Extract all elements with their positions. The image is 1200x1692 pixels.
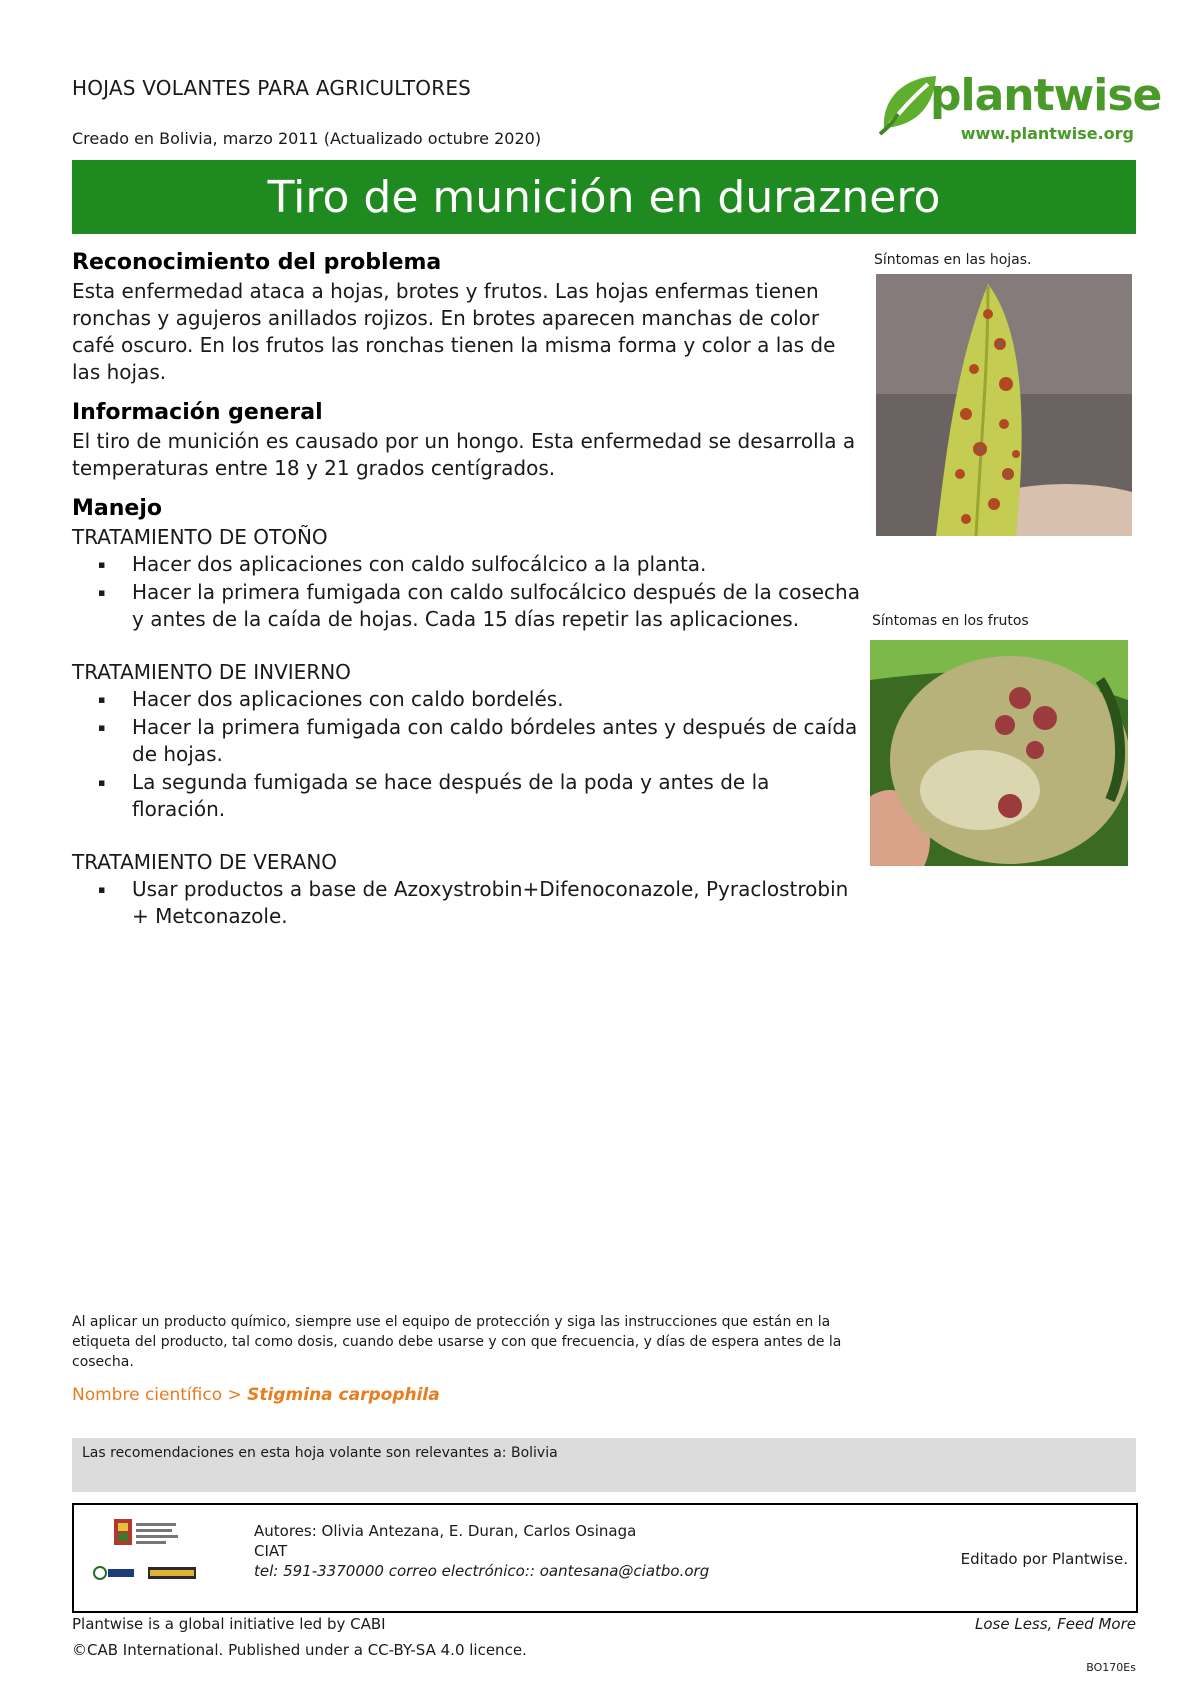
- general-heading: Información general: [72, 400, 323, 425]
- logo-url: www.plantwise.org: [960, 124, 1134, 143]
- initiative-text: Plantwise is a global initiative led by CABI: [72, 1615, 386, 1633]
- partner-logos-icon: [86, 1515, 216, 1595]
- list-item: ▪ Hacer dos aplicaciones con caldo sulfocálcico a la planta.: [132, 551, 862, 578]
- fruit-symptoms-image: [870, 640, 1128, 866]
- recognition-heading: Reconocimiento del problema: [72, 250, 442, 275]
- authors-names: Autores: Olivia Antezana, E. Duran, Carlos Osinaga: [254, 1522, 637, 1540]
- relevance-text: Las recomendaciones en esta hoja volante son relevantes a: Bolivia: [82, 1445, 558, 1461]
- list-item: ▪ Hacer dos aplicaciones con caldo bordelés.: [132, 686, 862, 713]
- slogan-text: Lose Less, Feed More: [975, 1615, 1136, 1633]
- recognition-body: Esta enfermedad ataca a hojas, brotes y frutos. Las hojas enfermas tienen ronchas y agujeros anillados rojizos. En brotes aparecen manchas de color café oscuro. En los frutos las ronchas tienen la misma forma y color a las de las hojas.: [72, 279, 836, 384]
- page-title: Tiro de munición en duraznero: [72, 160, 1136, 234]
- list-item: ▪ Hacer la primera fumigada con caldo bórdeles antes y después de caída de hojas.: [132, 714, 862, 768]
- winter-list: [72, 686, 862, 823]
- relevance-box: [72, 1438, 1136, 1492]
- autumn-list: [72, 551, 862, 633]
- recognition-section: [72, 248, 862, 386]
- list-item: ▪ Usar productos a base de Azoxystrobin+Difenoconazole, Pyraclostrobin + Metconazole.: [132, 876, 862, 930]
- chemical-warning: Al aplicar un producto químico, siempre use el equipo de protección y siga las instrucciones que están en la etiqueta del producto, tal como dosis, cuando debe usarse y con que frecuencia, y días de espera antes de la cosecha.: [72, 1314, 842, 1370]
- list-item: ▪ La segunda fumigada se hace después de la poda y antes de la floración.: [132, 769, 862, 823]
- main-content: [72, 248, 862, 956]
- scientific-name-line: [72, 1385, 440, 1405]
- scientific-name-label: Nombre científico >: [72, 1385, 248, 1405]
- plantwise-logo: [874, 70, 1162, 152]
- document-code: BO170Es: [1086, 1661, 1136, 1674]
- logo-wordmark: plantwise: [930, 70, 1162, 121]
- licence-text: ©CAB International. Published under a CC-BY-SA 4.0 licence.: [72, 1641, 527, 1659]
- series-title: HOJAS VOLANTES PARA AGRICULTORES: [72, 76, 472, 100]
- edited-by: Editado por Plantwise.: [960, 1550, 1128, 1568]
- leaf-image-caption: Síntomas en las hojas.: [874, 252, 1032, 268]
- summer-title: TRATAMIENTO DE VERANO: [72, 850, 338, 874]
- summer-list: [72, 876, 862, 930]
- winter-title: TRATAMIENTO DE INVIERNO: [72, 660, 351, 684]
- general-body: El tiro de munición es causado por un hongo. Esta enfermedad se desarrolla a temperaturas entre 18 y 21 grados centígrados.: [72, 429, 856, 480]
- authors-info: [254, 1521, 709, 1581]
- leaf-symptoms-image: [876, 274, 1132, 536]
- contact-text: tel: 591-3370000 correo electrónico:: oantesana@ciatbo.org: [254, 1562, 710, 1580]
- authors-org: CIAT: [254, 1542, 288, 1560]
- autumn-title: TRATAMIENTO DE OTOÑO: [72, 525, 328, 549]
- authors-box: [72, 1503, 1138, 1613]
- general-section: [72, 398, 862, 482]
- authors-contact: [254, 1561, 709, 1581]
- fruit-image-caption: Síntomas en los frutos: [872, 613, 1029, 629]
- created-date: Creado en Bolivia, marzo 2011 (Actualizado octubre 2020): [72, 129, 542, 148]
- list-item: ▪ Hacer la primera fumigada con caldo sulfocálcico después de la cosecha y antes de la caída de hojas. Cada 15 días repetir las aplicaciones.: [132, 579, 862, 633]
- management-section: [72, 494, 862, 930]
- scientific-name: Stigmina carpophila: [247, 1385, 440, 1405]
- management-heading: Manejo: [72, 496, 162, 521]
